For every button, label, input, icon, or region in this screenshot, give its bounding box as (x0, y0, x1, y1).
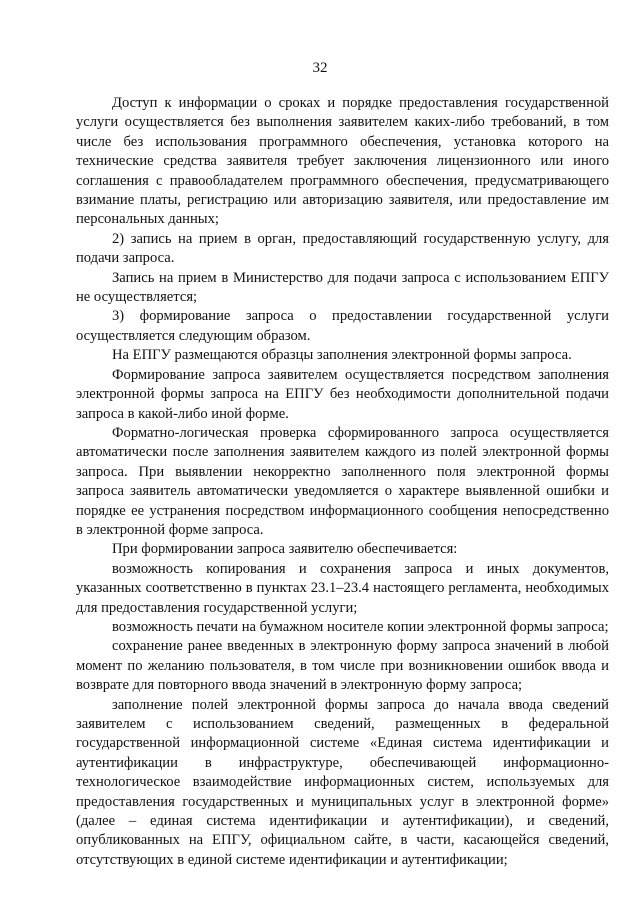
paragraph-form-filling: Формирование запроса заявителем осуществляется посредством заполнения электронной формы запроса на ЕПГУ без необходимости дополнительной подачи запроса в какой-либо иной форме. (76, 366, 609, 422)
page-number: 32 (312, 60, 328, 76)
paragraph-appointment-note: Запись на прием в Министерство для подачи запроса с использованием ЕПГУ не осуществляется; (76, 269, 609, 306)
paragraph-access-info: Доступ к информации о сроках и порядке предоставления государственной услуги осуществляется без выполнения заявителем каких-либо требований, в том числе без использования программного обеспечения, установка которого на технические средства заявителя требует заключения лицензионного или иного соглашения с правообладателем программного обеспечения, предусматривающего взимание платы, регистрацию или авторизацию заявителя, или предоставление им персональных данных; (76, 95, 609, 228)
paragraph-format-check: Форматно-логическая проверка сформированного запроса осуществляется автоматически после заполнения заявителем каждого из полей электронной формы запроса. При выявлении некорректно заполненного поля электронной формы запроса заявитель автоматически уведомляется о характере выявленной ошибки и порядке ее устранения посредством информационного сообщения непосредственно в электронной форме запроса. (76, 424, 609, 538)
paragraph-form-samples: На ЕПГУ размещаются образцы заполнения электронной формы запроса. (112, 347, 572, 364)
document-body (76, 94, 609, 870)
paragraph-print: возможность печати на бумажном носителе копии электронной формы запроса; (112, 618, 609, 635)
paragraph-autofill: заполнение полей электронной формы запроса до начала ввода сведений заявителем с использованием сведений, размещенных в федеральной государственной информационной системе «Единая система идентификации и аутентификации в инфраструктуре, обеспечивающей информационно-технологическое взаимодействие информационных систем, используемых для предоставления государственных и муниципальных услуг в электронной форме» (далее – единая система идентификации и аутентификации), и сведений, опубликованных на ЕПГУ, официальном сайте, в части, касающейся сведений, отсутствующих в единой системе идентификации и аутентификации; (76, 696, 609, 868)
paragraph-provided-features: При формировании запроса заявителю обеспечивается: (112, 541, 458, 558)
paragraph-item-3: 3) формирование запроса о предоставлении государственной услуги осуществляется следующим образом. (76, 308, 609, 344)
paragraph-item-2: 2) запись на прием в орган, предоставляющий государственную услугу, для подачи запроса. (76, 230, 609, 267)
paragraph-copy-save: возможность копирования и сохранения запроса и иных документов, указанных соответственно в пунктах 23.1–23.4 настоящего регламента, необходимых для предоставления государственной услуги; (76, 560, 609, 616)
paragraph-save-values: сохранение ранее введенных в электронную форму запроса значений в любой момент по желанию пользователя, в том числе при возникновении ошибок ввода и возврате для повторного ввода значений в электронную форму запроса; (76, 638, 609, 694)
